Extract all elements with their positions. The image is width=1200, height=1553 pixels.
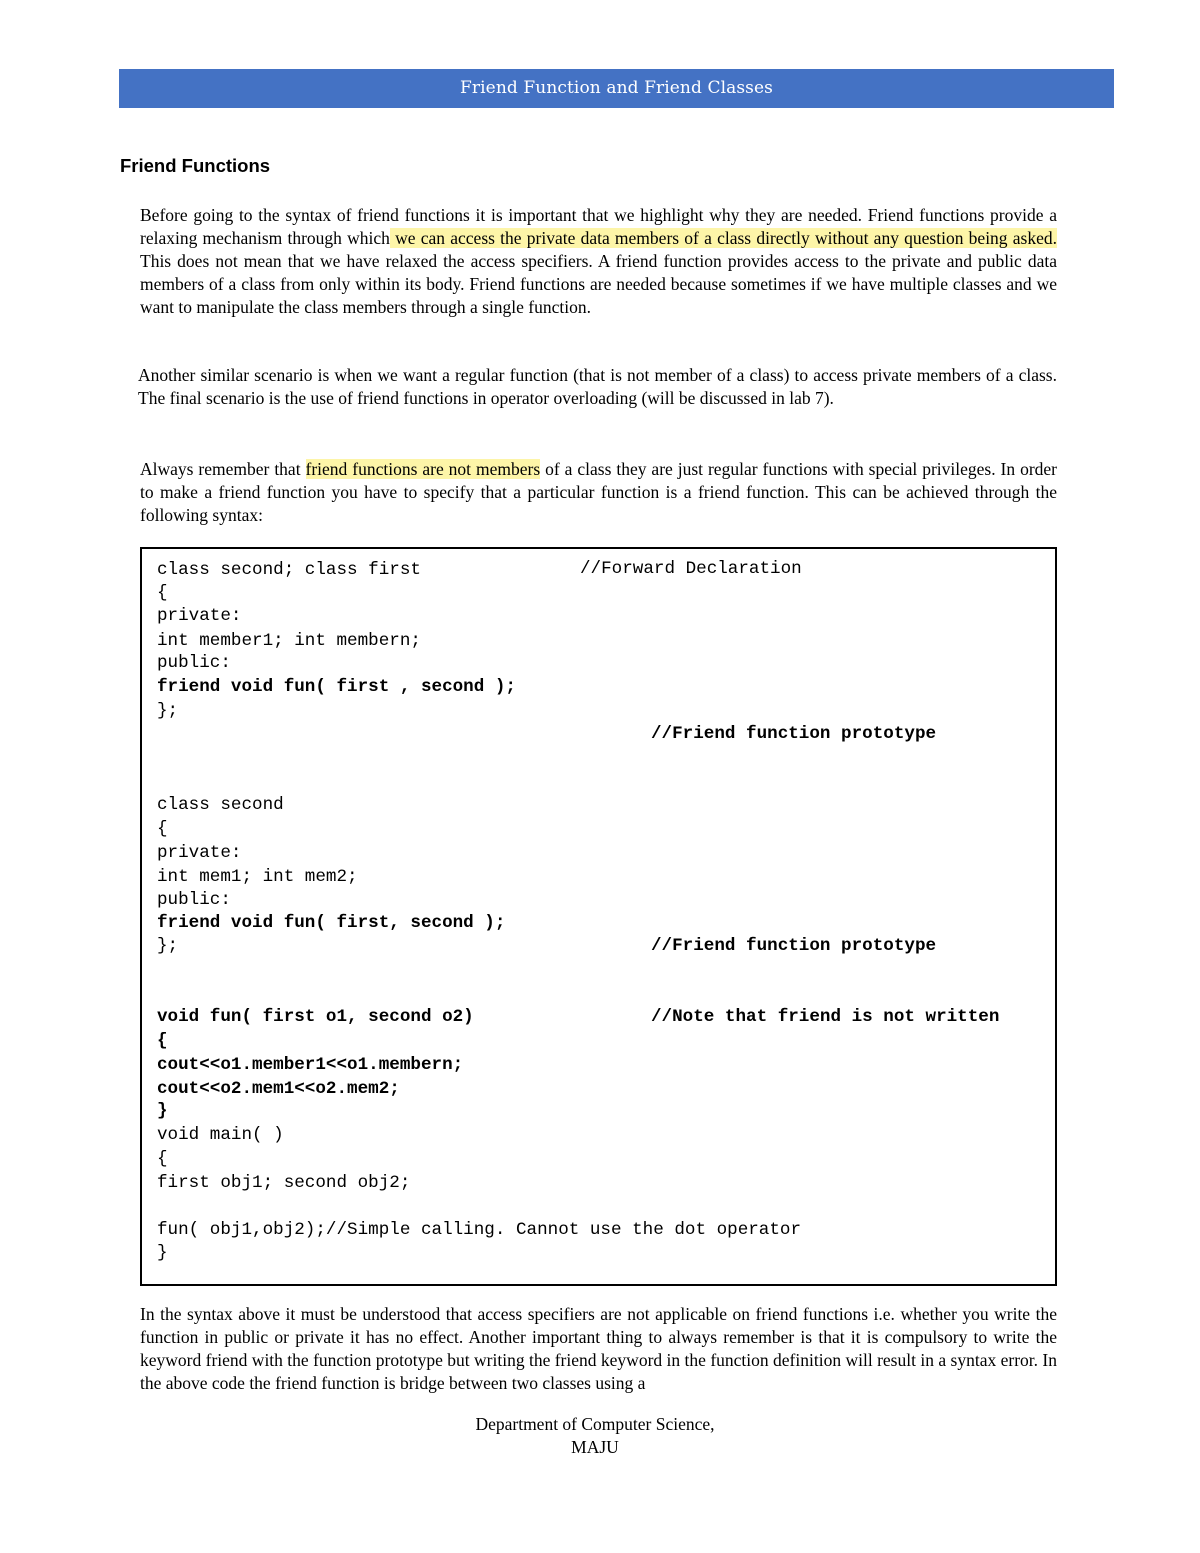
code-line: int member1; int membern; [157,631,421,651]
paragraph-intro-text-continued: This does not mean that we have relaxed the access specifiers. A friend function provides access to the private and public data members of a class from only within its body. Friend functions are needed because sometimes if we have multiple classes and we want to manipulate the class members through a single function. [140,251,1057,317]
code-comment: //Friend function prototype [651,724,937,744]
paragraph-reminder-text: Always remember that [140,459,306,479]
highlighted-text: we can access the private data members of a class directly without any question being asked. [389,228,1057,248]
code-line: int mem1; int mem2; [157,867,358,887]
code-line: cout<<o2.mem1<<o2.mem2; [157,1079,400,1099]
code-comment: //Note that friend is not written [651,1007,1000,1027]
paragraph-intro [140,204,1057,319]
code-block [140,547,1057,1286]
footer-university: MAJU [571,1437,619,1457]
highlighted-text: friend functions are not members [305,459,541,479]
paragraph-explanation: In the syntax above it must be understood that access specifiers are not applicable on friend functions i.e. whether you write the function in public or private it has no effect. Another important thing to always remember is that it is compulsory to write the keyword friend with the function prototype but writing the friend keyword in the function definition will result in a syntax error. In the above code the friend function is bridge between two classes using a [140,1304,1057,1393]
code-line: class second [157,795,284,815]
code-line: first obj1; second obj2; [157,1173,411,1193]
code-line: friend void fun( first, second ); [157,913,506,933]
code-line: }; [157,701,179,721]
code-line: } [157,1243,168,1263]
paragraph-reminder-text-continued: of a class they are just regular functions with special privileges. In order to make a friend function you have to specify that a particular function is a friend function. This can be achieved through the following syntax: [140,459,1057,525]
code-line: public: [157,653,231,673]
code-line: fun( obj1,obj2);//Simple calling. Cannot use the dot operator [157,1220,802,1240]
code-line: { [157,1149,168,1169]
code-line: { [157,583,168,603]
code-line: }; [157,936,179,956]
code-line: friend void fun( first , second ); [157,677,516,697]
code-line: } [157,1101,168,1121]
paragraph-reminder [140,458,1057,527]
code-line: private: [157,843,242,863]
footer-department: Department of Computer Science, [475,1414,715,1434]
code-line: private: [157,606,242,626]
section-heading: Friend Functions [120,155,271,176]
code-comment: //Friend function prototype [651,936,937,956]
code-line: cout<<o1.member1<<o1.membern; [157,1055,464,1075]
paragraph-intro-text: Before going to the syntax of friend functions it is important that we highlight why they are needed. Friend functions provide a relaxing mechanism through which [140,205,1057,248]
code-line: void fun( first o1, second o2) [157,1007,474,1027]
code-line: { [157,819,168,839]
code-line: public: [157,890,231,910]
code-comment: //Forward Declaration [580,559,802,579]
paragraph-scenario: Another similar scenario is when we want a regular function (that is not member of a class) to access private members of a class. The final scenario is the use of friend functions in operator overloading (will be discussed in lab 7). [138,365,1057,408]
page-header-title: Friend Function and Friend Classes [119,69,1114,108]
code-line: class second; class first [157,560,421,580]
code-line: { [157,1031,168,1051]
code-line: void main( ) [157,1125,284,1145]
